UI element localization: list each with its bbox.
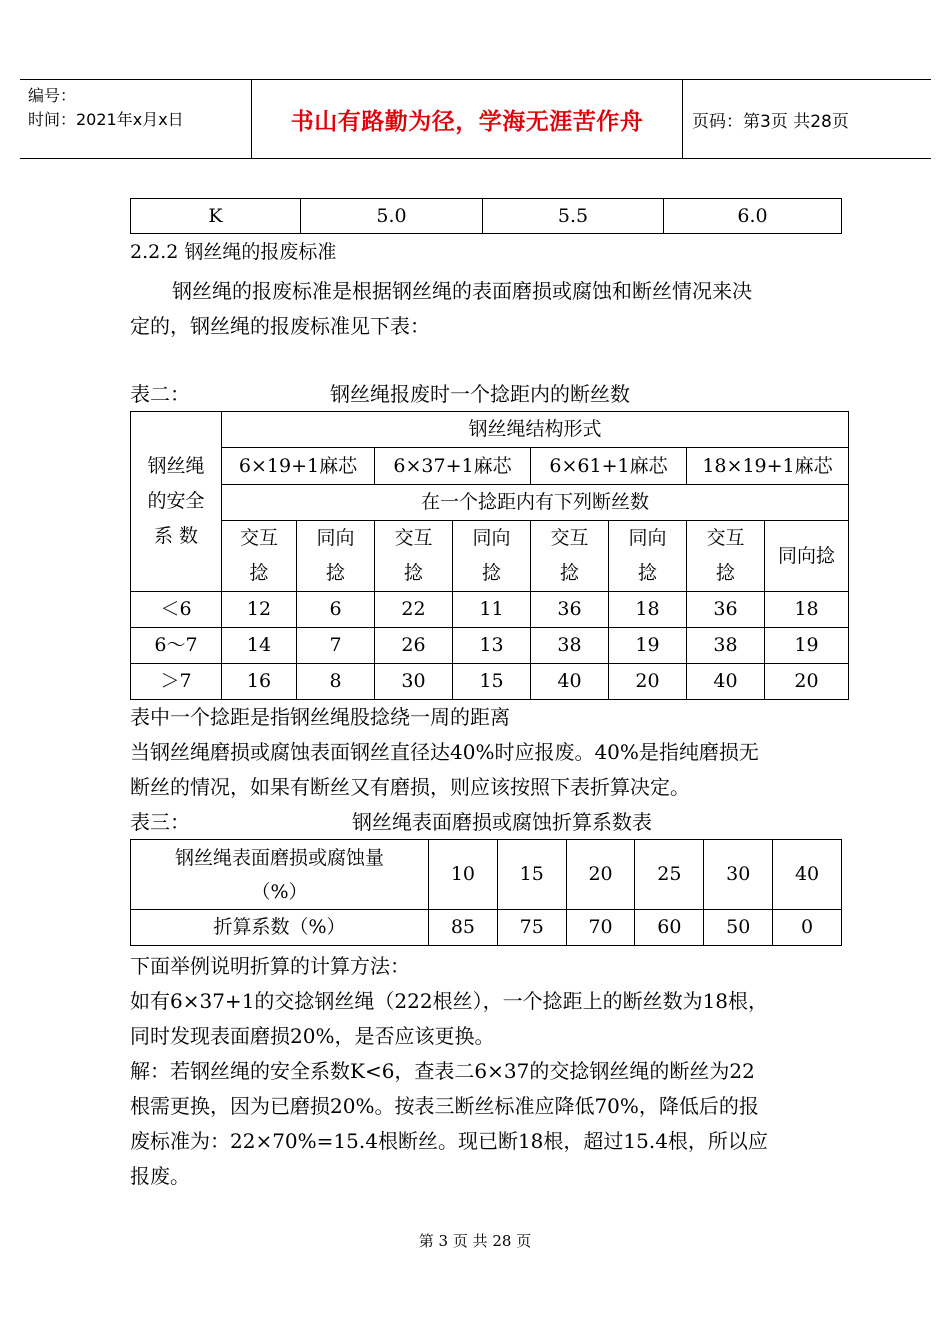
table-cell: 6 — [297, 592, 375, 628]
table-cell: 11 — [453, 592, 531, 628]
table-cell: 40 — [773, 840, 842, 910]
paragraph-line: 下面举例说明折算的计算方法： — [130, 954, 410, 978]
structure-header: 钢丝绳结构形式 — [222, 412, 849, 448]
paragraph-line: 根需更换，因为已磨损20%。按表三断丝标准应降低70%，降低后的报 — [130, 1094, 759, 1118]
paragraph-line: 废标准为：22×70%=15.4根断丝。现已断18根，超过15.4根，所以应 — [130, 1129, 768, 1153]
row-k: 6～7 — [131, 628, 222, 664]
table-k-values — [130, 198, 842, 234]
table-cell: 18 — [609, 592, 687, 628]
number-label: 编号： — [28, 86, 77, 105]
header-motto: 书山有路勤为径，学海无涯苦作舟 — [290, 109, 644, 135]
paragraph-line: 定的，钢丝绳的报废标准见下表： — [130, 314, 430, 338]
table-cell: 40 — [531, 664, 609, 700]
lay-header-cross — [531, 521, 609, 592]
table-cell: 22 — [375, 592, 453, 628]
table-row — [131, 592, 849, 628]
row-header-safety-factor — [131, 412, 222, 592]
lay-header-same: 同向捻 — [765, 521, 849, 592]
table-cell: 0 — [773, 910, 842, 946]
table-cell: 38 — [531, 628, 609, 664]
table-cell: 60 — [635, 910, 704, 946]
lay-header-same — [297, 521, 375, 592]
type-header: 18×19+1麻芯 — [687, 448, 849, 485]
row-header-wear — [131, 840, 429, 910]
table-cell: 6.0 — [664, 199, 842, 234]
lay-line: 交互 — [706, 527, 745, 549]
header-line: 钢丝绳表面磨损或腐蚀量 — [174, 846, 384, 869]
table-row — [131, 485, 849, 521]
header-line: （%） — [251, 880, 308, 903]
table-cell: 20 — [765, 664, 849, 700]
row-header-line: 的安全 — [147, 490, 205, 512]
lay-line: 同向 — [316, 527, 355, 549]
lay-line: 捻 — [325, 562, 345, 584]
paragraph-line: 报废。 — [130, 1164, 190, 1188]
header-divider — [682, 80, 683, 158]
table-row — [131, 910, 842, 946]
table-cell: 5.0 — [301, 199, 483, 234]
header-page-label: 页码：第3页 共28页 — [692, 112, 849, 132]
table-cell: 5.5 — [483, 199, 664, 234]
lay-line: 捻 — [559, 562, 579, 584]
lay-line: 交互 — [239, 527, 278, 549]
page-header — [20, 79, 931, 159]
table-cell: 26 — [375, 628, 453, 664]
table2-title: 钢丝绳报废时一个捻距内的断丝数 — [330, 382, 630, 406]
table-cell: 7 — [297, 628, 375, 664]
lay-line: 交互 — [394, 527, 433, 549]
header-meta — [28, 84, 184, 132]
row-header-line: 系 数 — [153, 525, 199, 547]
lay-line: 捻 — [637, 562, 657, 584]
table-row — [131, 840, 842, 910]
table-cell: 12 — [222, 592, 297, 628]
table-cell: 19 — [609, 628, 687, 664]
paragraph-line: 解：若钢丝绳的安全系数K<6，查表二6×37的交捻钢丝绳的断丝为22 — [130, 1059, 755, 1083]
lay-line: 交互 — [550, 527, 589, 549]
time-label: 时间：2021年x月x日 — [28, 110, 184, 129]
table3-title: 钢丝绳表面磨损或腐蚀折算系数表 — [352, 810, 652, 834]
lay-header-cross — [687, 521, 765, 592]
row-k: ＞7 — [131, 664, 222, 700]
table-cell: 38 — [687, 628, 765, 664]
table-cell: 20 — [609, 664, 687, 700]
table-cell: 75 — [497, 910, 566, 946]
lay-header-same — [609, 521, 687, 592]
table-row — [131, 521, 849, 592]
paragraph-line: 断丝的情况，如果有断丝又有磨损，则应该按照下表折算决定。 — [130, 775, 690, 799]
table-cell: 18 — [765, 592, 849, 628]
lay-line: 捻 — [481, 562, 501, 584]
row-header-coefficient: 折算系数（%） — [131, 910, 429, 946]
type-header: 6×61+1麻芯 — [531, 448, 687, 485]
section-heading: 2.2.2 钢丝绳的报废标准 — [130, 241, 337, 263]
lay-header-cross — [222, 521, 297, 592]
sub-header: 在一个捻距内有下列断丝数 — [222, 485, 849, 521]
page-footer: 第 3 页 共 28 页 — [418, 1232, 532, 1250]
table-row — [131, 448, 849, 485]
table-cell: 50 — [704, 910, 773, 946]
table-cell: 13 — [453, 628, 531, 664]
table-cell: 16 — [222, 664, 297, 700]
lay-line: 同向 — [472, 527, 511, 549]
table-cell: 15 — [453, 664, 531, 700]
lay-header-cross — [375, 521, 453, 592]
table2-label: 表二： — [130, 382, 190, 406]
table-cell: 70 — [566, 910, 635, 946]
table-cell: K — [131, 199, 301, 234]
note-line: 表中一个捻距是指钢丝绳股捻绕一周的距离 — [130, 705, 510, 729]
table-cell: 85 — [429, 910, 498, 946]
table-row — [131, 664, 849, 700]
table-cell: 15 — [497, 840, 566, 910]
table-cell: 20 — [566, 840, 635, 910]
table-cell: 40 — [687, 664, 765, 700]
lay-line: 同向 — [628, 527, 667, 549]
table-cell: 10 — [429, 840, 498, 910]
lay-header-same — [453, 521, 531, 592]
paragraph-line: 当钢丝绳磨损或腐蚀表面钢丝直径达40%时应报废。40%是指纯磨损无 — [130, 740, 759, 764]
row-k: ＜6 — [131, 592, 222, 628]
table-cell: 8 — [297, 664, 375, 700]
paragraph-line: 同时发现表面磨损20%，是否应该更换。 — [130, 1024, 495, 1048]
type-header: 6×19+1麻芯 — [222, 448, 375, 485]
table-row — [131, 199, 842, 234]
table-cell: 19 — [765, 628, 849, 664]
table-cell: 36 — [531, 592, 609, 628]
table-broken-wires — [130, 411, 849, 700]
table3-label: 表三： — [130, 810, 190, 834]
lay-line: 捻 — [403, 562, 423, 584]
table-cell: 30 — [375, 664, 453, 700]
table-cell: 14 — [222, 628, 297, 664]
table-cell: 36 — [687, 592, 765, 628]
lay-line: 捻 — [249, 562, 269, 584]
paragraph-line: 如有6×37+1的交捻钢丝绳（222根丝），一个捻距上的断丝数为18根， — [130, 989, 769, 1013]
row-header-line: 钢丝绳 — [147, 455, 205, 477]
table-cell: 25 — [635, 840, 704, 910]
table-wear-coefficient — [130, 839, 842, 946]
table-cell: 30 — [704, 840, 773, 910]
lay-line: 捻 — [715, 562, 735, 584]
table-row — [131, 412, 849, 448]
paragraph-line: 钢丝绳的报废标准是根据钢丝绳的表面磨损或腐蚀和断丝情况来决 — [172, 279, 752, 303]
type-header: 6×37+1麻芯 — [375, 448, 531, 485]
table-row — [131, 628, 849, 664]
